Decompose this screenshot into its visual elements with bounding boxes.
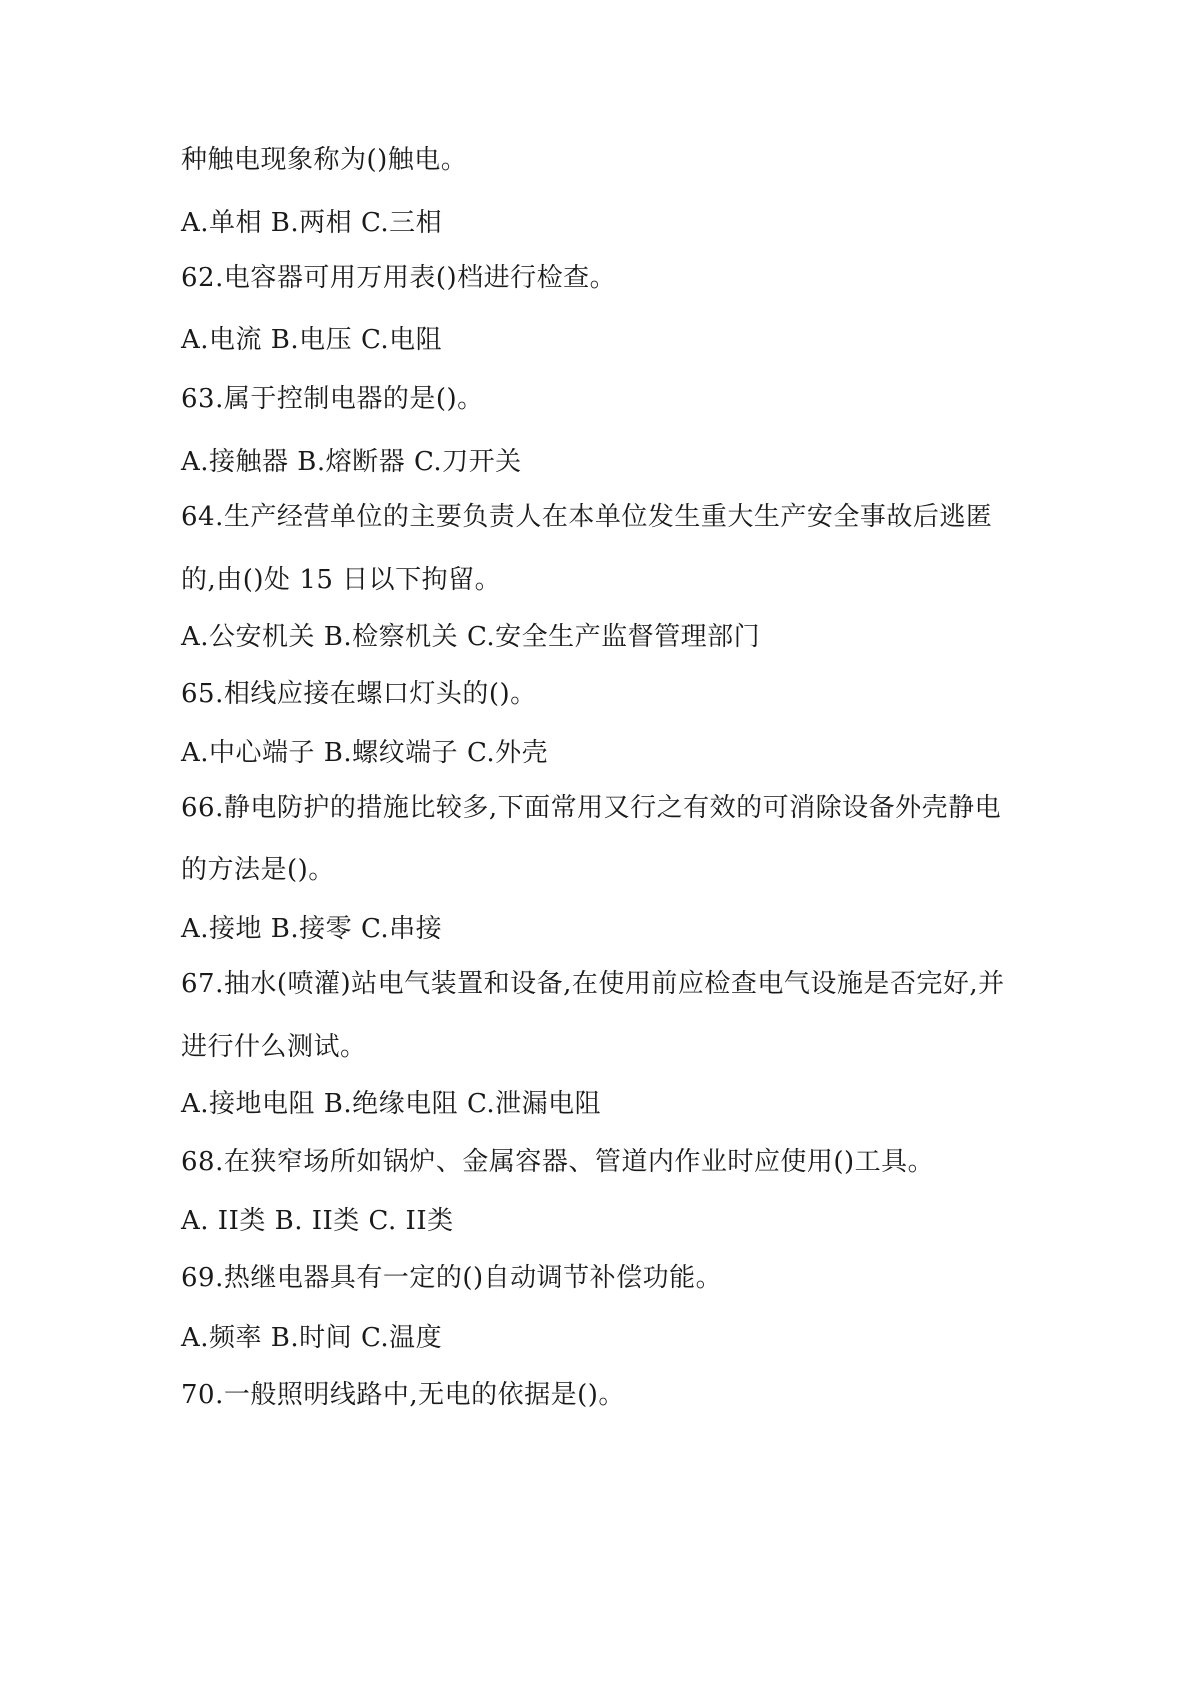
question-66-text-continued: 的方法是()。 <box>181 855 335 885</box>
question-63-text: 63.属于控制电器的是()。 <box>181 384 484 414</box>
question-64-text-continued: 的,由()处 15 日以下拘留。 <box>181 565 502 595</box>
question-66-text: 66.静电防护的措施比较多,下面常用又行之有效的可消除设备外壳静电 <box>181 793 1002 823</box>
question-67-text: 67.抽水(喷灌)站电气装置和设备,在使用前应检查电气设施是否完好,并 <box>181 969 1005 999</box>
question-63-options: A.接触器 B.熔断器 C.刀开关 <box>181 447 522 477</box>
question-61-text-continued: 种触电现象称为()触电。 <box>181 145 468 175</box>
question-65-options: A.中心端子 B.螺纹端子 C.外壳 <box>181 738 549 768</box>
question-65-text: 65.相线应接在螺口灯头的()。 <box>181 679 537 709</box>
question-69-options: A.频率 B.时间 C.温度 <box>181 1323 443 1353</box>
question-62-text: 62.电容器可用万用表()档进行检查。 <box>181 263 617 293</box>
question-64-options: A.公安机关 B.检察机关 C.安全生产监督管理部门 <box>181 622 761 652</box>
question-69-text: 69.热继电器具有一定的()自动调节补偿功能。 <box>181 1263 723 1293</box>
question-61-options: A.单相 B.两相 C.三相 <box>181 208 443 238</box>
question-67-options: A.接地电阻 B.绝缘电阻 C.泄漏电阻 <box>181 1089 602 1119</box>
question-70-text: 70.一般照明线路中,无电的依据是()。 <box>181 1380 625 1410</box>
question-64-text: 64.生产经营单位的主要负责人在本单位发生重大生产安全事故后逃匿 <box>181 502 993 532</box>
question-67-text-continued: 进行什么测试。 <box>181 1032 367 1062</box>
question-68-options: A. II类 B. II类 C. II类 <box>181 1206 454 1236</box>
question-66-options: A.接地 B.接零 C.串接 <box>181 914 443 944</box>
question-62-options: A.电流 B.电压 C.电阻 <box>181 325 443 355</box>
question-68-text: 68.在狭窄场所如锅炉、金属容器、管道内作业时应使用()工具。 <box>181 1147 935 1177</box>
